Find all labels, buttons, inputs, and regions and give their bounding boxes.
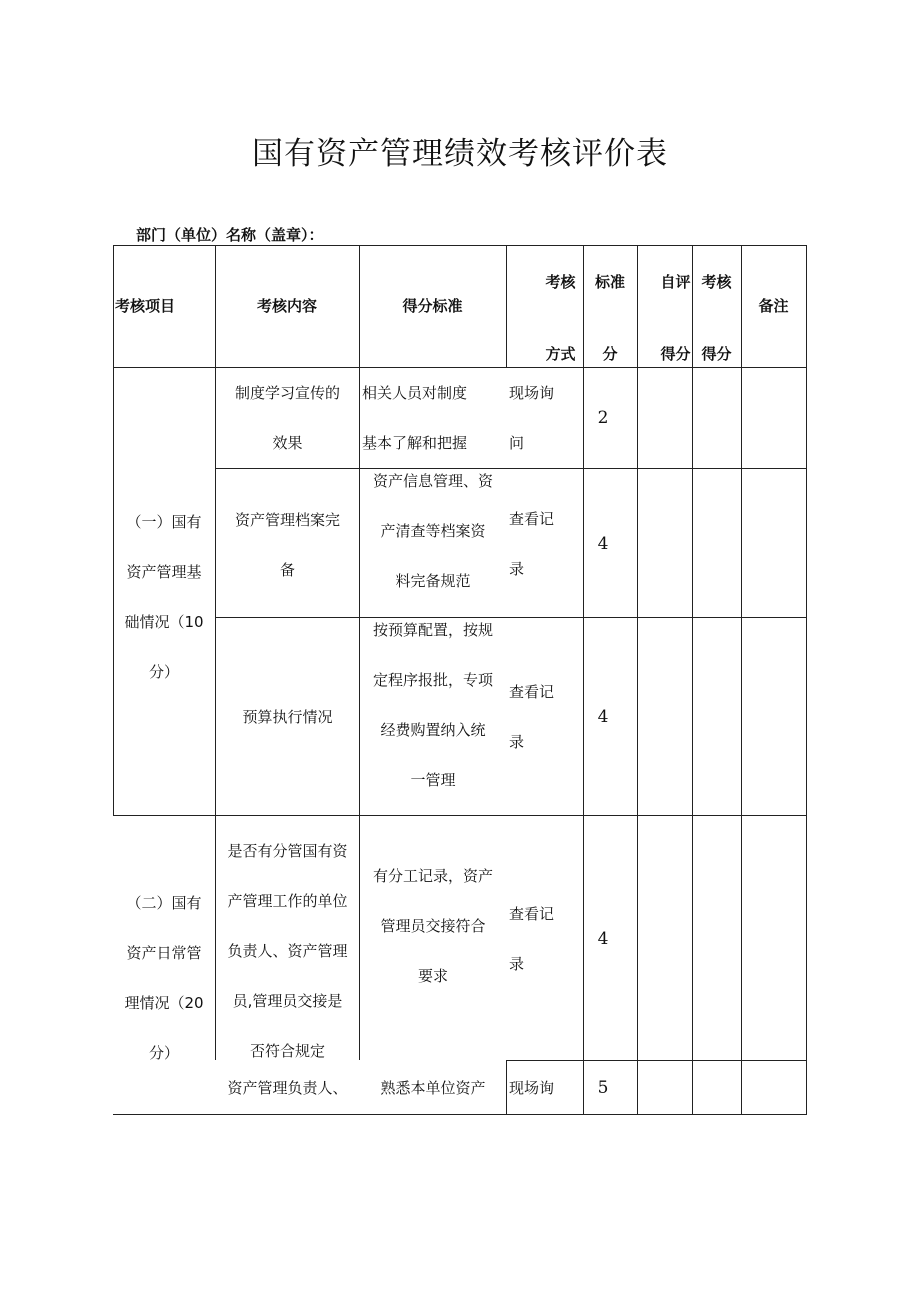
header-standard-score: 标准 分: [594, 273, 625, 363]
header-item: 考核项目: [115, 297, 176, 315]
unit-name-label: 部门（单位）名称（盖章）：: [136, 226, 324, 244]
evaluation-table: [113, 245, 807, 1115]
row-standard: 按预算配置，按规 定程序报批，专项 经费购置纳入统 一管理: [372, 621, 493, 789]
row-content: 预算执行情况: [242, 708, 333, 726]
section-item-1: （一）国有 资产管理基 础情况（10 分）: [124, 513, 204, 681]
header-standard: 得分标准: [402, 297, 463, 315]
row-standard: 资产信息管理、资 产清查等档案资 料完备规范: [372, 472, 493, 590]
row-score: 2: [597, 408, 609, 428]
table-border-bottom: [113, 1114, 807, 1115]
row-line: [215, 617, 807, 618]
row-method: 查看记 录: [509, 510, 555, 578]
header-content: 考核内容: [256, 297, 317, 315]
row-method: 查看记 录: [509, 905, 555, 973]
row-content: 制度学习宣传的 效果: [234, 384, 340, 452]
section-divider: [113, 815, 807, 816]
table-border-right: [806, 245, 807, 1115]
row-method: 查看记 录: [509, 683, 555, 751]
row-score: 4: [597, 929, 609, 949]
section-item-2: （二）国有 资产日常管 理情况（20 分）: [124, 894, 204, 1062]
row-content: 资产管理档案完 备: [234, 511, 340, 579]
header-remark: 备注: [758, 297, 789, 315]
row-score: 5: [597, 1078, 609, 1098]
row-score: 4: [597, 707, 609, 727]
row-standard: 熟悉本单位资产: [380, 1079, 486, 1097]
row-content: 是否有分管国有资 产管理工作的单位 负责人、资产管理 员,管理员交接是 否符合规定: [227, 842, 348, 1060]
row-standard: 有分工记录，资产 管理员交接符合 要求: [372, 867, 493, 985]
row-line: [506, 1060, 807, 1061]
column-line: [741, 245, 742, 1114]
row-standard: 相关人员对制度 基本了解和把握: [362, 384, 468, 452]
header-method: 考核 方式: [545, 273, 576, 363]
row-method: 现场询 问: [509, 384, 555, 452]
row-method: 现场询: [509, 1079, 555, 1097]
row-score: 4: [597, 534, 609, 554]
header-exam-score: 考核 得分: [701, 273, 732, 363]
row-line: [215, 468, 807, 469]
header-self-score: 自评 得分: [660, 273, 691, 363]
page-title: 国有资产管理绩效考核评价表: [252, 136, 668, 172]
row-content: 资产管理负责人、: [227, 1079, 348, 1097]
